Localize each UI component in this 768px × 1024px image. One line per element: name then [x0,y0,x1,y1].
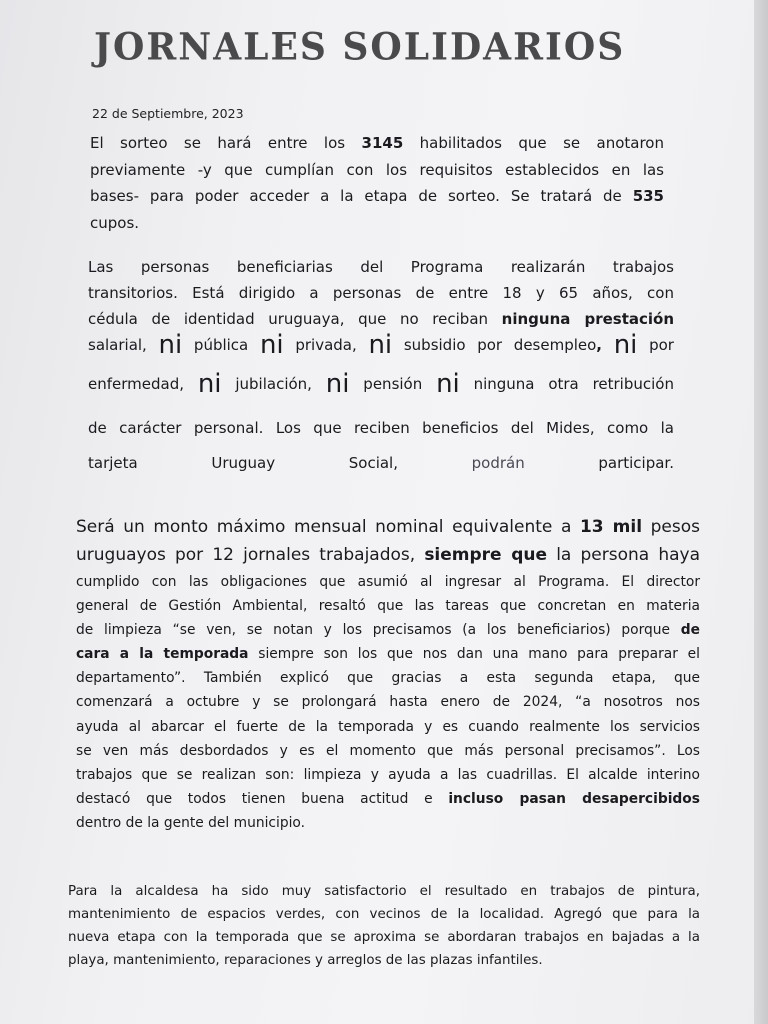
bold-text-run: incluso pasan desapercibidos [448,790,700,807]
text-run: de limpieza “se ven, se notan y los precisamos (a los beneficiarios) porque [76,622,681,639]
text-run: se ven más desbordados y es el momento que más personal precisamos”. Los [76,742,700,759]
text-line [68,880,700,903]
text-line [68,926,700,949]
text-run [602,336,614,354]
text-run: jubilación, [221,375,326,393]
text-line [88,450,674,476]
text-run: salarial, [88,336,159,354]
text-run: Para la alcaldesa ha sido muy satisfactorio el resultado en trabajos de pintura, [68,884,700,899]
text-run: pública [182,336,260,354]
text-line [76,666,700,690]
bold-text-run: 13 mil [579,517,643,537]
text-run: nueva etapa con la temporada que se aproxima se abordaran trabajos en bajadas a la [68,930,700,945]
text-line [88,406,674,450]
text-run: privada, [283,336,369,354]
text-run: tarjeta Uruguay Social, [88,454,472,472]
text-run: pesos [642,517,700,537]
text-run: transitorios. Está dirigido a personas de entre 18 y 65 años, con [88,284,674,302]
text-run: previamente -y que cumplían con los requisitos establecidos en las [90,160,664,179]
text-line [90,157,664,184]
text-run: trabajos que se realizan son: limpieza y ayuda a las cuadrillas. El alcalde interino [76,766,700,783]
text-run: bases- para poder acceder a la etapa de sorteo. Se tratará de [90,187,633,205]
text-line [88,280,674,306]
text-run: cumplido con las obligaciones que asumió al ingresar al Programa. El director [76,574,700,590]
text-line [76,763,700,787]
large-text-run: ni [368,330,393,360]
text-run: comenzará a octubre y se prolongará hasta enero de 2024, “a nosotros nos [76,694,700,711]
text-line [88,332,674,358]
text-line [76,618,700,642]
text-run: de carácter personal. Los que reciben beneficios del Mides, como la [88,419,674,437]
text-run: Las personas beneficiarias del Programa realizarán trabajos [88,258,674,276]
text-run: enfermedad, [88,375,198,393]
bold-text-run: cara a la temporada [76,646,249,663]
text-run: departamento”. También explicó que gracias a esta segunda etapa, que [76,670,700,687]
text-run: podrán [471,454,525,472]
paragraph-alcaldesa [68,880,700,972]
bold-text-run: , [596,336,602,354]
text-line [76,739,700,763]
text-line [68,949,700,972]
text-line [76,541,700,569]
text-run: por [637,336,674,354]
text-run: general de Gestión Ambiental, resaltó que las tareas que concretan en materia [76,598,700,615]
text-run: la persona haya [547,545,701,565]
text-line [90,130,664,157]
text-line [76,570,700,594]
text-line [76,787,700,811]
text-run: destacó que todos tienen buena actitud e [76,790,449,807]
text-run: dentro de la gente del municipio. [76,814,305,831]
text-run: habilitados que se anotaron [403,134,664,152]
text-line [76,715,700,739]
bold-text-run: 3145 [361,134,404,152]
text-line [88,306,674,332]
text-run: participar. [524,454,674,472]
text-line [88,362,674,406]
text-line [68,903,700,926]
bold-text-run: siempre que [424,545,548,565]
text-run: El sorteo se hará entre los [90,134,362,152]
text-run: subsidio por desempleo [392,336,597,354]
large-text-run: ni [436,369,460,399]
paragraph-monto-lead [76,513,700,569]
large-text-run: ni [158,330,183,360]
text-line [76,513,700,541]
text-run: cédula de identidad uruguaya, que no reciban [88,310,502,328]
text-run: mantenimiento de espacios verdes, con vecinos de la localidad. Agregó que para la [68,907,700,922]
text-line [76,642,700,666]
paragraph-beneficiarios [88,254,674,476]
large-text-run: ni [613,330,638,360]
bold-text-run: 535 [632,187,664,205]
text-run: uruguayos por 12 jornales trabajados, [76,545,425,565]
paper-edge [754,0,768,1024]
bold-text-run: de [680,622,700,639]
text-line [76,594,700,618]
large-text-run: ni [197,369,222,399]
large-text-run: ni [325,369,350,399]
text-line [76,811,700,835]
paragraph-sorteo [90,130,664,236]
text-line [90,210,664,237]
text-run: ayuda al abarcar el fuerte de la temporada y es cuando realmente los servicios [76,718,700,735]
text-run: siempre son los que nos dan una mano para preparar el [248,646,700,663]
text-run: playa, mantenimiento, reparaciones y arreglos de las plazas infantiles. [68,953,543,968]
text-line [90,183,664,210]
text-run: cupos. [90,213,140,232]
text-line [76,690,700,714]
large-text-run: ni [259,330,284,360]
paragraph-monto-body [76,570,700,835]
text-run: pensión [349,375,437,393]
bold-text-run: ninguna prestación [501,310,675,328]
document-title: JORNALES SOLIDARIOS [94,24,626,70]
text-line [88,254,674,280]
document-date: 22 de Septiembre, 2023 [92,106,244,121]
text-run: ninguna otra retribución [459,375,674,393]
text-run: Será un monto máximo mensual nominal equivalente a [76,517,580,537]
